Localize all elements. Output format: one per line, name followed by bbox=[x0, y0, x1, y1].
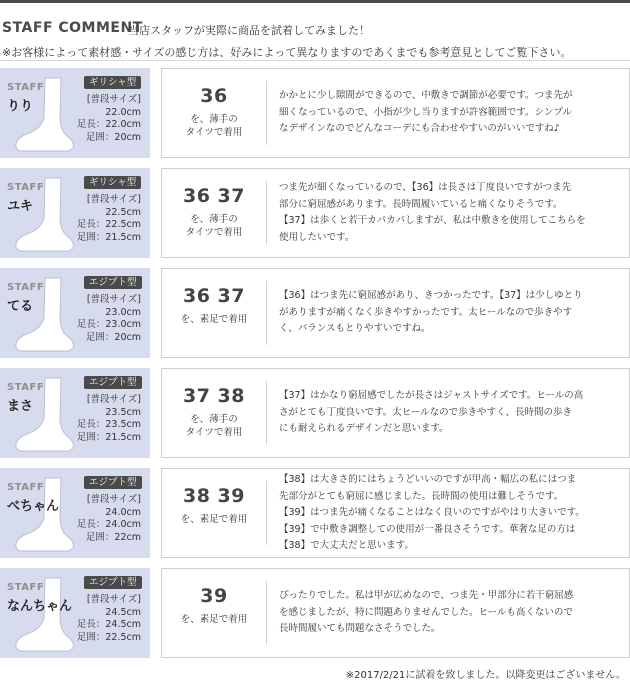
foot-length: 足長：24.5cm bbox=[76, 619, 141, 630]
staff-comment-panel bbox=[161, 268, 630, 358]
staff-name: まさ bbox=[7, 399, 34, 414]
size-info bbox=[71, 394, 141, 444]
usual-size: 23.5cm bbox=[105, 406, 141, 418]
comment-line: 部分に窮屈感があります。長時間履いていると痛くなりそうです。 bbox=[279, 198, 563, 210]
staff-comment-panel bbox=[161, 568, 630, 658]
foot-length: 足長：22.5cm bbox=[76, 219, 141, 230]
wear-condition-line: を、薄手の bbox=[190, 414, 238, 425]
staff-comment-panel bbox=[161, 368, 630, 458]
usual-size-label: [普段サイズ] bbox=[86, 394, 141, 405]
comment-text bbox=[279, 288, 624, 338]
foot-type-badge: ギリシャ型 bbox=[84, 76, 141, 89]
wear-condition bbox=[162, 513, 266, 526]
panel-divider bbox=[266, 581, 267, 645]
comment-line: く、バランスもとりやすいですね。 bbox=[279, 323, 431, 334]
foot-width: 足囲：22cm bbox=[85, 531, 141, 543]
panel-divider bbox=[266, 181, 267, 245]
comment-line: さがとても丁度良いです。太ヒールなので歩きやすく、長時間の歩き bbox=[279, 406, 572, 418]
comment-line: 【39】で中敷き調整しての使用が一番良さそうです。華奢な足の方は bbox=[279, 523, 576, 535]
comment-line: がありますが痛くなく歩きやすかったです。太ヒールなので歩きやす bbox=[279, 306, 573, 318]
staff-name: ユキ bbox=[7, 199, 34, 214]
staff-card bbox=[0, 368, 150, 458]
wear-condition bbox=[162, 613, 266, 626]
comment-text bbox=[279, 588, 624, 638]
comment-line: 【36】はつま先に窮屈感があり、きつかったです。【37】は少しゆとり bbox=[279, 290, 583, 301]
header bbox=[0, 20, 630, 40]
panel-divider bbox=[266, 81, 267, 145]
tried-size: 38 39 bbox=[183, 485, 245, 507]
wear-condition-line: を、薄手の bbox=[190, 214, 238, 225]
comment-line: 長時間履いても問題なさそうでした。 bbox=[279, 623, 441, 634]
comment-line: 先部分がとても窮屈に感じました。長時間の使用は難しそうです。 bbox=[279, 490, 564, 502]
comment-line: 【39】はつま先が痛くなることはなく良いのですがやはり大きいです。 bbox=[279, 507, 585, 518]
wear-condition-line: タイツで着用 bbox=[185, 127, 243, 138]
wear-condition-line: を、素足で着用 bbox=[180, 614, 248, 625]
comment-text bbox=[279, 472, 624, 555]
foot-type-badge: エジプト型 bbox=[84, 276, 142, 289]
foot-width: 足囲：20cm bbox=[85, 331, 141, 343]
staff-card bbox=[0, 268, 150, 358]
foot-type-badge: ギリシャ型 bbox=[84, 176, 141, 189]
foot-length: 足長：23.0cm bbox=[76, 319, 141, 330]
staff-comment-panel bbox=[161, 168, 630, 258]
staff-card bbox=[0, 568, 150, 658]
foot-width: 足囲：20cm bbox=[85, 131, 141, 143]
panel-divider bbox=[266, 481, 267, 545]
staff-name: なんちゃん bbox=[7, 599, 73, 614]
usual-size: 22.5cm bbox=[105, 206, 141, 218]
comment-text bbox=[279, 388, 624, 438]
footer-note: ※2017/2/21に試着を致しました。以降変更はございません。 bbox=[345, 670, 626, 681]
tried-size: 37 38 bbox=[183, 385, 245, 407]
usual-size-label: [普段サイズ] bbox=[86, 194, 141, 205]
staff-label: STAFF bbox=[7, 382, 45, 393]
usual-size-label: [普段サイズ] bbox=[86, 494, 141, 505]
tried-size: 36 37 bbox=[183, 185, 245, 207]
staff-card bbox=[0, 68, 150, 158]
header-rule bbox=[0, 0, 630, 3]
tried-size: 36 37 bbox=[183, 285, 245, 307]
comment-line: 【38】で大丈夫だと思います。 bbox=[279, 540, 414, 551]
usual-size: 23.0cm bbox=[105, 306, 141, 318]
panel-divider bbox=[266, 381, 267, 445]
size-info bbox=[71, 494, 141, 544]
section-subtitle: 当店スタッフが実際に商品を試着してみました！ bbox=[128, 24, 370, 37]
panel-divider bbox=[266, 281, 267, 345]
staff-name: りり bbox=[7, 99, 34, 114]
wear-condition-line: を、薄手の bbox=[190, 114, 238, 125]
comment-line: 細くなっているので、小指が少し当りますが許容範囲です。シンプル bbox=[279, 106, 572, 118]
staff-comment-panel bbox=[161, 68, 630, 158]
foot-length: 足長：22.0cm bbox=[76, 119, 141, 130]
wear-condition-line: タイツで着用 bbox=[185, 427, 243, 438]
staff-label: STAFF bbox=[7, 282, 45, 293]
foot-width: 足囲：22.5cm bbox=[76, 631, 141, 643]
foot-type-badge: エジプト型 bbox=[84, 376, 142, 389]
foot-type-badge: エジプト型 bbox=[84, 476, 142, 489]
wear-condition bbox=[162, 213, 266, 239]
comment-line: 使用したいです。 bbox=[279, 231, 355, 243]
usual-size: 24.0cm bbox=[105, 506, 141, 518]
staff-card bbox=[0, 168, 150, 258]
foot-length: 足長：24.0cm bbox=[76, 519, 141, 530]
comment-text bbox=[279, 88, 624, 138]
foot-width: 足囲：21.5cm bbox=[76, 231, 141, 243]
usual-size-label: [普段サイズ] bbox=[86, 594, 141, 605]
tried-size: 39 bbox=[200, 585, 228, 607]
usual-size: 22.0cm bbox=[105, 106, 141, 118]
staff-label: STAFF bbox=[7, 582, 45, 593]
comment-line: 【37】はかなり窮屈感でしたが長さはジャストサイズです。ヒールの高 bbox=[279, 390, 584, 401]
size-info bbox=[71, 594, 141, 644]
foot-length: 足長：23.5cm bbox=[76, 419, 141, 430]
comment-line: つま先が細くなっているので、【36】は長さは丁度良いですがつま先 bbox=[279, 182, 572, 193]
divider bbox=[0, 60, 630, 61]
usual-size-label: [普段サイズ] bbox=[86, 94, 141, 105]
section-title: STAFF COMMENT bbox=[2, 20, 143, 36]
staff-name: べちゃん bbox=[7, 499, 60, 514]
comment-line: なデザインなのでどんなコーデにも合わせやすいのがいいですね♪ bbox=[279, 123, 560, 134]
wear-condition bbox=[162, 313, 266, 326]
staff-label: STAFF bbox=[7, 82, 45, 93]
comment-text bbox=[279, 180, 624, 246]
disclaimer-note: ※お客様によって素材感・サイズの感じ方は、好みによって異なりますのであくまでも参考意見としてご覧下さい。 bbox=[2, 46, 572, 59]
foot-type-badge: エジプト型 bbox=[84, 576, 142, 589]
comment-line: 【38】は大きさ的にはちょうどいいのですが甲高・幅広の私にはつま bbox=[279, 474, 577, 485]
usual-size: 24.5cm bbox=[105, 606, 141, 618]
wear-condition-line: を、素足で着用 bbox=[180, 514, 248, 525]
staff-label: STAFF bbox=[7, 482, 45, 493]
staff-comment-panel bbox=[161, 468, 630, 558]
comment-line: ぴったりでした。私は甲が広めなので、つま先・甲部分に若干窮屈感 bbox=[279, 590, 574, 601]
size-info bbox=[71, 94, 141, 144]
comment-line: かかとに少し隙間ができるので、中敷きで調節が必要です。つま先が bbox=[279, 90, 573, 101]
wear-condition-line: タイツで着用 bbox=[185, 227, 243, 238]
staff-name: てる bbox=[7, 299, 34, 314]
comment-line: を感じましたが、特に問題ありませんでした。ヒールも高くないので bbox=[279, 606, 573, 618]
usual-size-label: [普段サイズ] bbox=[86, 294, 141, 305]
staff-card bbox=[0, 468, 150, 558]
tried-size: 36 bbox=[200, 85, 228, 107]
size-info bbox=[71, 294, 141, 344]
comment-line: にも耐えられるデザインだと思います。 bbox=[279, 423, 449, 434]
comment-line: 【37】は歩くと若干カパカパしますが、私は中敷きを使用してこちらを bbox=[279, 215, 586, 226]
wear-condition-line: を、素足で着用 bbox=[180, 314, 248, 325]
wear-condition bbox=[162, 113, 266, 139]
wear-condition bbox=[162, 413, 266, 439]
foot-width: 足囲：21.5cm bbox=[76, 431, 141, 443]
staff-label: STAFF bbox=[7, 182, 45, 193]
size-info bbox=[71, 194, 141, 244]
